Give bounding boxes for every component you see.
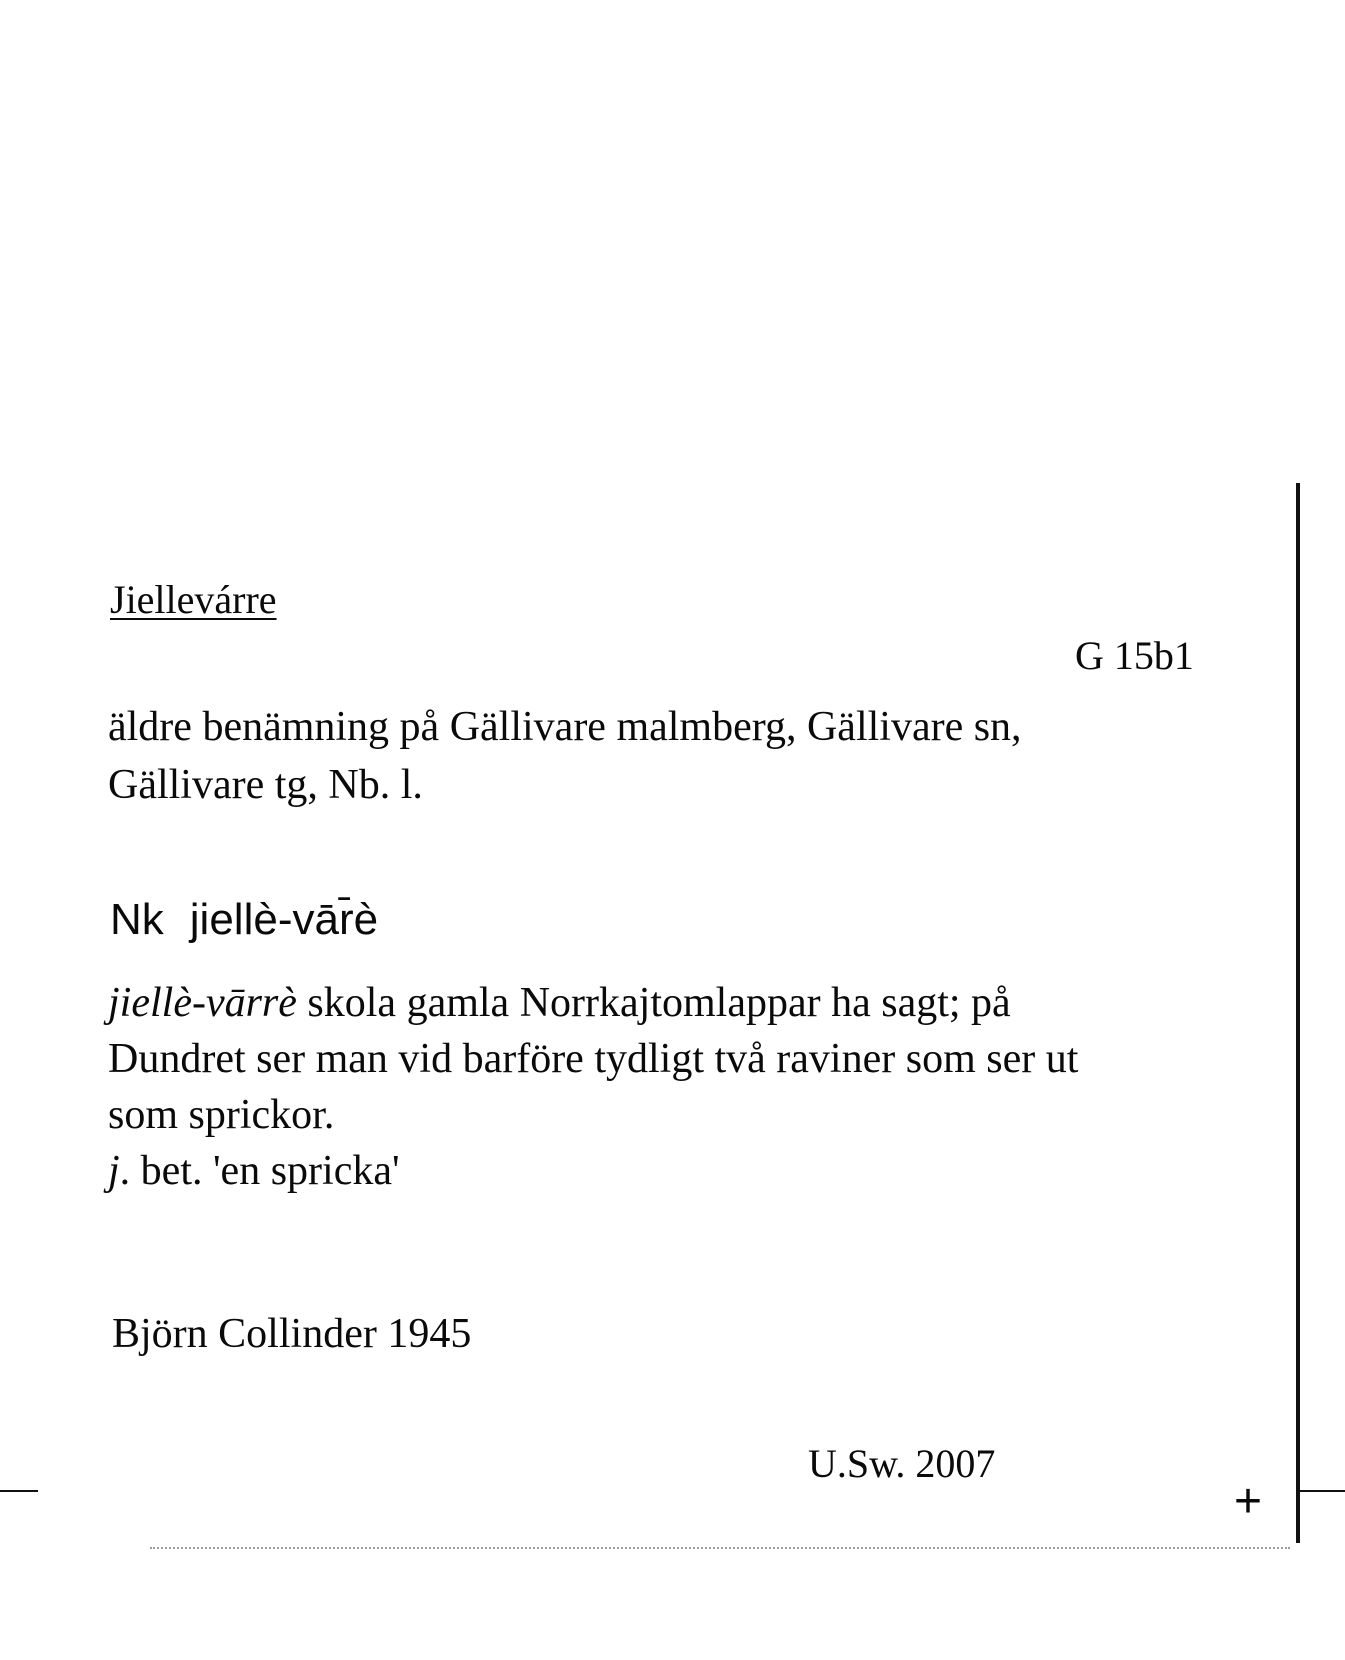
nk-form: jiellè-vār̄è (189, 895, 379, 944)
card-right-border (1296, 483, 1300, 1543)
crop-mark-left (0, 1490, 38, 1492)
archive-stamp: U.Sw. 2007 (808, 1441, 996, 1486)
card-id: G 15b1 (1075, 633, 1194, 678)
description-line: äldre benämning på Gällivare malmberg, Gällivare sn, (108, 704, 1022, 750)
body-line (108, 975, 1078, 1031)
italic-term: jiellè-vārrè (108, 980, 297, 1026)
nk-label: Nk (110, 895, 164, 944)
author-attribution: Björn Collinder 1945 (112, 1311, 472, 1357)
headword: Jiellevárre (110, 577, 277, 622)
card-bottom-edge (150, 1547, 1290, 1549)
body-line: som sprickor. (108, 1092, 335, 1138)
meaning: . bet. 'en spricka' (119, 1148, 400, 1194)
description (108, 698, 1022, 814)
body-line-rest: skola gamla Norrkajtomlappar ha sagt; på (296, 980, 1011, 1026)
body-text (108, 975, 1078, 1199)
plus-mark: + (1234, 1475, 1263, 1528)
nk-form-line (110, 895, 378, 945)
body-line: Dundret ser man vid barföre tydligt två raviner som ser ut (108, 1036, 1079, 1082)
body-line (108, 1143, 1078, 1199)
italic-abbrev: j (108, 1148, 120, 1194)
description-line: Gällivare tg, Nb. l. (108, 762, 423, 808)
crop-mark-right (1300, 1490, 1345, 1492)
